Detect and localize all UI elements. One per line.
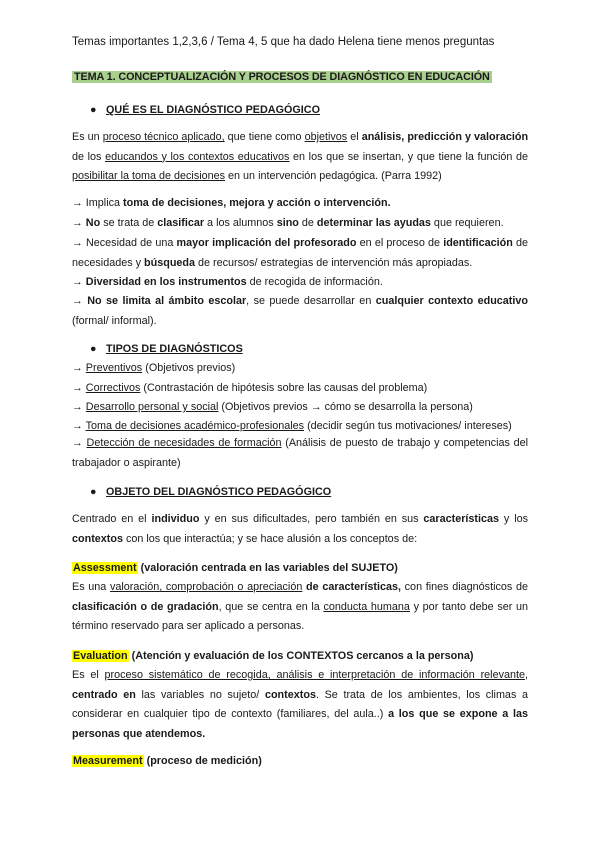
- arrow-icon: →: [72, 295, 83, 307]
- objeto-paragraph: Centrado en el individuo y en sus dificultades, pero también en sus características y los contextos con los que interactúa; y se hace alusión a los conceptos de:: [72, 513, 529, 545]
- evaluation-term: Evaluation: [73, 650, 128, 662]
- page-header-note: Temas importantes 1,2,3,6 / Tema 4, 5 que ha dado Helena tiene menos preguntas: [72, 36, 495, 48]
- arrow-icon: →: [72, 420, 83, 432]
- bullet-icon: ●: [90, 343, 97, 355]
- definition-paragraph: Es un proceso técnico aplicado, que tiene como objetivos el análisis, predicción y valoración de los educandos y los contextos educativos en los que se insertan, y que tiene la función de posibilitar la toma de decisiones en un intervención pedagógica. (Parra 1992): [72, 131, 529, 182]
- arrow-icon: →: [72, 237, 83, 249]
- arrow-icon: →: [72, 197, 83, 209]
- arrow-icon: →: [72, 276, 83, 288]
- list-item: → Desarrollo personal y social (Objetivos previos → cómo se desarrolla la persona): [72, 401, 473, 413]
- section-heading-que-es: ● QUÉ ES EL DIAGNÓSTICO PEDAGÓGICO: [90, 104, 320, 116]
- measurement-heading: Measurement (proceso de medición): [73, 755, 262, 767]
- arrow-icon: →: [72, 362, 83, 374]
- list-item: → Necesidad de una mayor implicación del profesorado en el proceso de identificación de necesidades y búsqueda de recursos/ estrategias de intervención más apropiadas.: [72, 237, 528, 269]
- list-item: → No se trata de clasificar a los alumnos sino de determinar las ayudas que requieren.: [72, 217, 504, 229]
- list-item: → No se limita al ámbito escolar, se puede desarrollar en cualquier contexto educativo (formal/ informal).: [72, 295, 528, 327]
- arrow-icon: →: [72, 437, 83, 449]
- section-heading-objeto: ● OBJETO DEL DIAGNÓSTICO PEDAGÓGICO: [90, 486, 332, 498]
- assessment-term: Assessment: [73, 562, 137, 574]
- measurement-term: Measurement: [73, 755, 143, 767]
- list-item: → Preventivos (Objetivos previos): [72, 362, 236, 374]
- chapter-title: TEMA 1. CONCEPTUALIZACIÓN Y PROCESOS DE DIAGNÓSTICO EN EDUCACIÓN: [74, 71, 490, 83]
- list-item: → Detección de necesidades de formación (Análisis de puesto de trabajo y competencias del trabajador o aspirante): [72, 437, 529, 469]
- list-item: → Correctivos (Contrastación de hipótesis sobre las causas del problema): [72, 382, 428, 394]
- assessment-heading: Assessment (valoración centrada en las variables del SUJETO): [73, 562, 398, 574]
- list-item: → Diversidad en los instrumentos de recogida de información.: [72, 276, 383, 288]
- list-item: → Implica toma de decisiones, mejora y acción o intervención.: [72, 197, 391, 209]
- bullet-icon: ●: [90, 104, 97, 116]
- arrow-icon: →: [72, 217, 83, 229]
- evaluation-paragraph: Es el proceso sistemático de recogida, análisis e interpretación de información relevante, centrado en las variables no sujeto/ contextos. Se trata de los ambientes, los climas a considerar en cualquier tipo de contexto (familiares, del aula..) a los que se expone a las personas que atendemos.: [72, 669, 528, 740]
- section-heading-tipos: ● TIPOS DE DIAGNÓSTICOS: [90, 343, 243, 355]
- arrow-icon: →: [72, 401, 83, 413]
- bullet-icon: ●: [90, 486, 97, 498]
- arrow-icon: →: [72, 382, 83, 394]
- assessment-paragraph: Es una valoración, comprobación o apreciación de características, con fines diagnósticos de clasificación o de gradación, que se centra en la conducta humana y por tanto debe ser un término reservado para ser aplicado a personas.: [72, 581, 529, 632]
- list-item: → Toma de decisiones académico-profesionales (decidir según tus motivaciones/ intereses): [72, 420, 512, 432]
- evaluation-heading: Evaluation (Atención y evaluación de los CONTEXTOS cercanos a la persona): [73, 650, 474, 662]
